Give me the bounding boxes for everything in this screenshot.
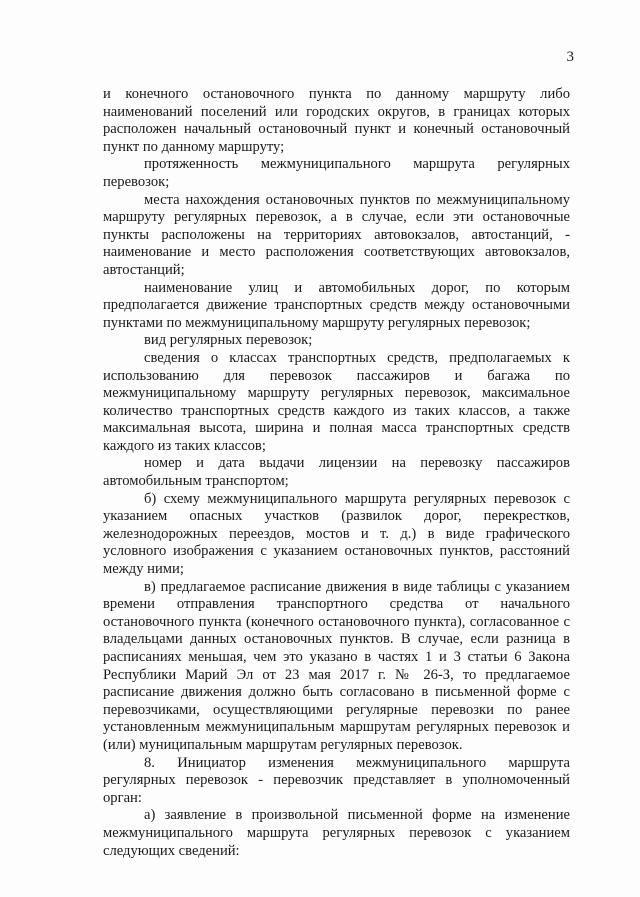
paragraph-streets-roads: наименование улиц и автомобильных дорог, по которым предполагается движение транспортных средств между остановочными пунктами по межмуниципальному маршруту регулярных перевозок; xyxy=(103,279,570,331)
paragraph-vehicle-classes: сведения о классах транспортных средств, предполагаемых к использованию для перевозок пассажиров и багажа по межмуниципальному маршруту регулярных перевозок, максимальное количество транспортных средств каждого из таких классов, а также максимальная высота, ширина и полная масса транспортных средств каждого из таких классов; xyxy=(103,349,570,454)
paragraph-application: а) заявление в произвольной письменной форме на изменение межмуниципального маршрута регулярных перевозок с указанием следующих сведений: xyxy=(103,807,570,859)
paragraph-license: номер и дата выдачи лицензии на перевозку пассажиров автомобильным транспортом; xyxy=(103,455,570,490)
document-body xyxy=(103,86,570,860)
paragraph-section-8: 8. Инициатор изменения межмуниципального маршрута регулярных перевозок - перевозчик представляет в уполномоченный орган: xyxy=(103,754,570,806)
page-number: 3 xyxy=(566,49,574,65)
paragraph-route-length: протяженность межмуниципального маршрута регулярных перевозок; xyxy=(103,156,570,190)
paragraph-transport-type: вид регулярных перевозок; xyxy=(144,332,313,349)
paragraph-route-scheme: б) схему межмуниципального маршрута регулярных перевозок с указанием опасных участков (развилок дорог, перекрестков, железнодорожных переездов, мостов и т. д.) в виде графического условного изображения с указанием остановочных пунктов, расстояний между ними; xyxy=(103,490,570,578)
paragraph-route-endpoints: и конечного остановочного пункта по данному маршруту либо наименований поселений или городских округов, в границах которых расположен начальный остановочный пункт и конечный остановочный пункт по данному маршруту; xyxy=(103,86,570,155)
paragraph-schedule: в) предлагаемое расписание движения в виде таблицы с указанием времени отправления транспортного средства от начального остановочного пункта (конечного остановочного пункта), согласованное с владельцами данных остановочных пунктов. В случае, если разница в расписаниях меньшая, чем это указано в частях 1 и 3 статьи 6 Закона Республики Марий Эл от 23 мая 2017 г. № 26-З, то предлагаемое расписание движения должно быть согласовано в письменной форме с перевозчиками, осуществляющими регулярные перевозки по ранее установленным межмуниципальным маршрутам регулярных перевозок и (или) муниципальным маршрутам регулярных перевозок. xyxy=(103,578,570,753)
paragraph-stop-locations: места нахождения остановочных пунктов по межмуниципальному маршруту регулярных перевозок, а в случае, если эти остановочные пункты расположены на территориях автовокзалов, автостанций, - наименование и место расположения соответствующих автовокзалов, автостанций; xyxy=(103,191,570,278)
